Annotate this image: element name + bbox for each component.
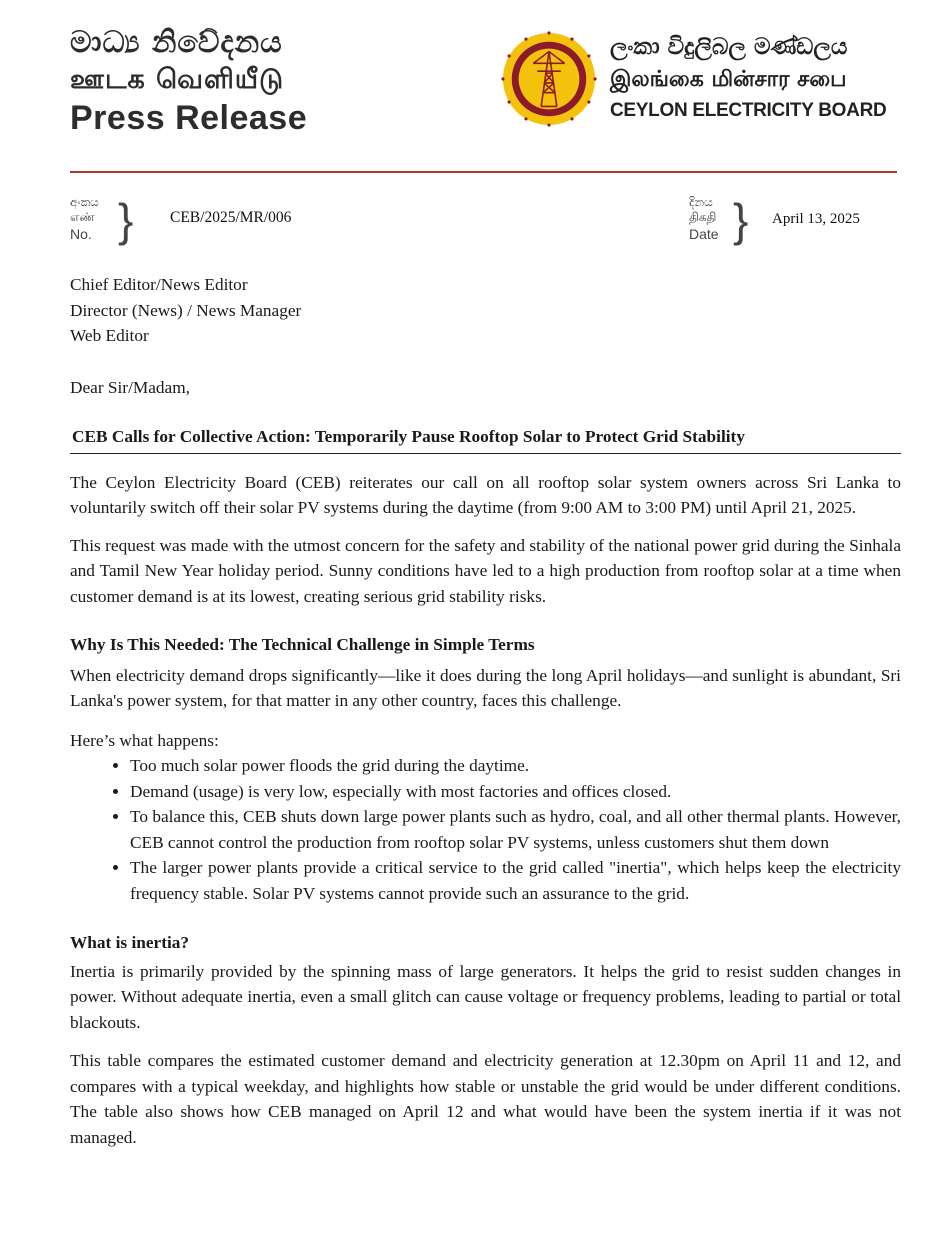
recipient-line: Chief Editor/News Editor	[70, 275, 248, 294]
reference-number-block	[70, 195, 370, 255]
date-brace: }	[733, 194, 749, 246]
letterhead	[0, 0, 934, 185]
letter-body	[70, 272, 901, 1150]
recipient-line: Director (News) / News Manager	[70, 300, 302, 320]
ref-brace: }	[118, 194, 134, 246]
ceb-name-sinhala: ලංකා විදුලිබල මණ්ඩලය	[610, 34, 848, 60]
press-release-sinhala: මාධ්‍ය නිවේදනය	[70, 25, 283, 60]
ceb-logo	[500, 30, 598, 128]
press-release-tamil: ஊடக வெளியீடு	[70, 64, 285, 95]
date-block	[689, 195, 899, 255]
ceb-name-block	[610, 30, 886, 126]
section-heading-why: Why Is This Needed: The Technical Challenge in Simple Terms	[70, 635, 535, 654]
ceb-name-english: CEYLON ELECTRICITY BOARD	[610, 100, 887, 121]
ref-label-sinhala: අංකය	[70, 195, 99, 209]
salutation: Dear Sir/Madam,	[70, 377, 190, 397]
date-label-english: Date	[689, 226, 719, 242]
date-label-sinhala: දිනය	[689, 195, 713, 209]
list-item: • Demand (usage) is very low, especially with most factories and offices closed.	[130, 779, 901, 805]
list-item: • Too much solar power floods the grid during the daytime.	[130, 753, 901, 779]
date-value: April 13, 2025	[772, 211, 860, 227]
table-intro-text: This table compares the estimated customer demand and electricity generation at 12.30pm on April 11 and 12, and compares with a typical weekday, and highlights how stable or unstable the grid would be under different conditions. The table also shows how CEB managed on April 12 and what would have been the system inertia if it was not managed.	[70, 1051, 901, 1147]
list-item: • The larger power plants provide a critical service to the grid called "inertia", which helps keep the electricity frequency stable. Solar PV systems cannot provide such an assurance to the grid.	[130, 855, 901, 906]
header-divider	[70, 171, 897, 173]
ceb-logo-icon	[500, 30, 598, 128]
recipient-line: Web Editor	[70, 326, 149, 345]
press-release-title-block	[70, 24, 307, 138]
section-heading-inertia: What is inertia?	[70, 933, 190, 952]
ceb-name-tamil: இலங்கை மின்சார சபை	[610, 67, 847, 92]
date-label-tamil: திகதி	[689, 210, 717, 224]
reference-number: CEB/2025/MR/006	[170, 209, 292, 226]
release-title: CEB Calls for Collective Action: Temporarily Pause Rooftop Solar to Protect Grid Stability	[70, 424, 901, 454]
ref-label-tamil: எண்	[70, 210, 95, 224]
press-release-english: Press Release	[70, 99, 308, 137]
what-happens-intro: Here’s what happens:	[70, 730, 219, 750]
paragraph-2: This request was made with the utmost concern for the safety and stability of the national power grid during the Sinhala and Tamil New Year holiday period. Sunny conditions have led to a high production from rooftop solar at a time when customer demand is at its lowest, creating serious grid stability risks.	[70, 535, 901, 606]
section-inertia-text: Inertia is primarily provided by the spinning mass of large generators. It helps the grid to resist sudden changes in power. Without adequate inertia, even a small glitch can cause voltage or frequency problems, leading to partial or total blackouts.	[70, 961, 901, 1032]
list-item: • To balance this, CEB shuts down large power plants such as hydro, coal, and all other thermal plants. However, CEB cannot control the production from rooftop solar PV systems, unless customers shut them down	[130, 804, 901, 855]
ref-label-english: No.	[70, 226, 92, 242]
what-happens-list	[70, 753, 901, 906]
section-why-text: When electricity demand drops significantly—like it does during the long April holidays—and sunlight is abundant, Sri Lanka's power system, for that matter in any other country, faces this challenge.	[70, 665, 901, 710]
paragraph-1: The Ceylon Electricity Board (CEB) reiterates our call on all rooftop solar system owners across Sri Lanka to voluntarily switch off their solar PV systems during the daytime (from 9:00 AM to 3:00 PM) until April 21, 2025.	[70, 472, 901, 517]
